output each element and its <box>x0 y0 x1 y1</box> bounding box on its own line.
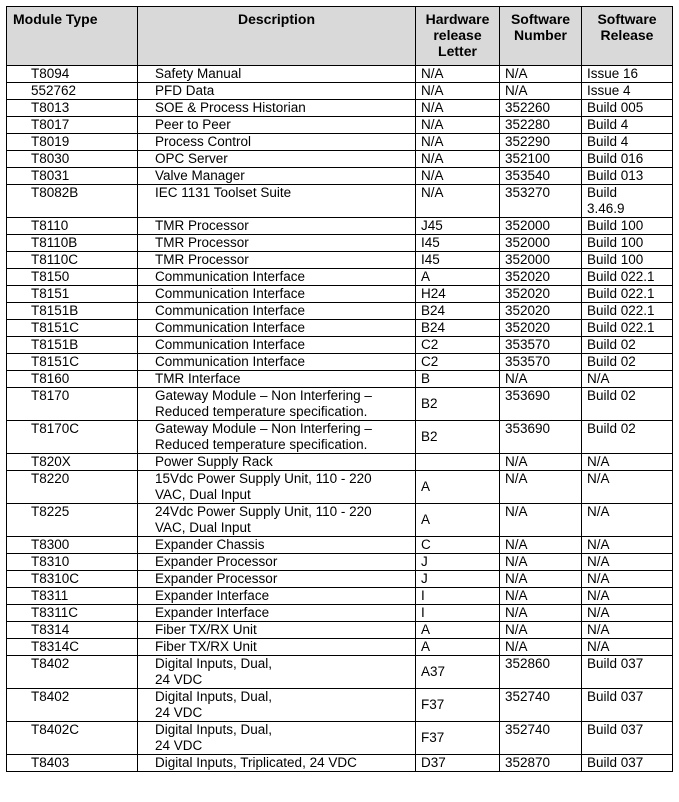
cell-software-number: N/A <box>500 571 582 588</box>
cell-software-number: 352020 <box>500 320 582 337</box>
cell-software-release: Build 02 <box>582 421 673 454</box>
table-row <box>7 471 673 504</box>
cell-description: Fiber TX/RX Unit <box>138 622 416 639</box>
cell-software-release: Build 037 <box>582 656 673 689</box>
cell-software-release: Build 02 <box>582 388 673 421</box>
cell-software-number: N/A <box>500 588 582 605</box>
cell-software-release: Build 013 <box>582 168 673 185</box>
cell-description: Expander Processor <box>138 554 416 571</box>
table-row <box>7 303 673 320</box>
cell-software-release: N/A <box>582 605 673 622</box>
cell-module-type: T8110C <box>7 252 138 269</box>
cell-software-number: 352860 <box>500 656 582 689</box>
cell-software-release: Build 037 <box>582 755 673 772</box>
cell-hardware-release: A <box>416 471 500 504</box>
cell-description: Peer to Peer <box>138 117 416 134</box>
cell-software-release: Build 022.1 <box>582 269 673 286</box>
cell-description: 24Vdc Power Supply Unit, 110 - 220 VAC, Dual Input <box>138 504 416 537</box>
cell-software-number: N/A <box>500 605 582 622</box>
cell-description: Fiber TX/RX Unit <box>138 639 416 656</box>
cell-description: Expander Chassis <box>138 537 416 554</box>
table-row <box>7 269 673 286</box>
cell-hardware-release: F37 <box>416 722 500 755</box>
cell-hardware-release: H24 <box>416 286 500 303</box>
table-row <box>7 286 673 303</box>
table-row <box>7 388 673 421</box>
cell-description: Expander Processor <box>138 571 416 588</box>
table-body <box>7 66 673 772</box>
cell-hardware-release: A <box>416 269 500 286</box>
cell-hardware-release: A <box>416 504 500 537</box>
table-row <box>7 454 673 471</box>
cell-software-release: Build 100 <box>582 218 673 235</box>
cell-software-number: N/A <box>500 554 582 571</box>
cell-software-release: Build 100 <box>582 235 673 252</box>
cell-module-type: T8094 <box>7 66 138 83</box>
cell-hardware-release: B <box>416 371 500 388</box>
cell-module-type: T8170 <box>7 388 138 421</box>
cell-module-type: T8170C <box>7 421 138 454</box>
cell-software-release: Build 02 <box>582 337 673 354</box>
table-row <box>7 218 673 235</box>
cell-software-number: 352000 <box>500 218 582 235</box>
cell-hardware-release: C <box>416 537 500 554</box>
cell-description: IEC 1131 Toolset Suite <box>138 185 416 218</box>
table-row <box>7 117 673 134</box>
table-row <box>7 235 673 252</box>
cell-description: TMR Processor <box>138 252 416 269</box>
table-row <box>7 605 673 622</box>
cell-software-release: N/A <box>582 537 673 554</box>
cell-module-type: T8013 <box>7 100 138 117</box>
cell-description: Digital Inputs, Dual, 24 VDC <box>138 689 416 722</box>
cell-description: TMR Interface <box>138 371 416 388</box>
cell-hardware-release: I <box>416 605 500 622</box>
cell-hardware-release: N/A <box>416 100 500 117</box>
cell-software-number: 352020 <box>500 286 582 303</box>
cell-description: OPC Server <box>138 151 416 168</box>
cell-software-number: N/A <box>500 537 582 554</box>
cell-description: Digital Inputs, Triplicated, 24 VDC <box>138 755 416 772</box>
cell-module-type: T8082B <box>7 185 138 218</box>
cell-hardware-release: A <box>416 639 500 656</box>
cell-module-type: T8300 <box>7 537 138 554</box>
cell-software-number: N/A <box>500 454 582 471</box>
table-row <box>7 755 673 772</box>
cell-description: Digital Inputs, Dual, 24 VDC <box>138 656 416 689</box>
cell-software-number: 353690 <box>500 388 582 421</box>
cell-software-release: Build 005 <box>582 100 673 117</box>
cell-module-type: T8151 <box>7 286 138 303</box>
cell-hardware-release: J <box>416 571 500 588</box>
cell-hardware-release: B2 <box>416 421 500 454</box>
header-hardware-release: Hardware release Letter <box>416 7 500 66</box>
cell-module-type: T8151B <box>7 303 138 320</box>
cell-software-number: 352000 <box>500 252 582 269</box>
cell-software-release: Issue 16 <box>582 66 673 83</box>
cell-module-type: T8314 <box>7 622 138 639</box>
cell-software-release: N/A <box>582 622 673 639</box>
table-row <box>7 421 673 454</box>
cell-module-type: T8402C <box>7 722 138 755</box>
cell-description: Expander Interface <box>138 588 416 605</box>
cell-software-number: 352020 <box>500 269 582 286</box>
cell-software-release: N/A <box>582 471 673 504</box>
cell-description: Communication Interface <box>138 354 416 371</box>
header-description: Description <box>138 7 416 66</box>
cell-hardware-release: N/A <box>416 134 500 151</box>
cell-module-type: T8017 <box>7 117 138 134</box>
cell-software-release: Build 4 <box>582 134 673 151</box>
cell-software-number: N/A <box>500 66 582 83</box>
cell-module-type: T8310C <box>7 571 138 588</box>
cell-software-number: 353270 <box>500 185 582 218</box>
cell-software-number: 353570 <box>500 337 582 354</box>
cell-hardware-release: C2 <box>416 337 500 354</box>
table-row <box>7 185 673 218</box>
cell-description: Communication Interface <box>138 286 416 303</box>
table-row <box>7 354 673 371</box>
cell-module-type: T8225 <box>7 504 138 537</box>
table-row <box>7 504 673 537</box>
cell-software-number: 352290 <box>500 134 582 151</box>
cell-software-number: 352740 <box>500 722 582 755</box>
cell-software-number: N/A <box>500 371 582 388</box>
cell-module-type: T8403 <box>7 755 138 772</box>
cell-software-number: 352100 <box>500 151 582 168</box>
cell-description: Communication Interface <box>138 303 416 320</box>
table-row <box>7 656 673 689</box>
table-row <box>7 554 673 571</box>
cell-hardware-release: N/A <box>416 151 500 168</box>
cell-software-release: N/A <box>582 571 673 588</box>
cell-hardware-release: N/A <box>416 117 500 134</box>
table-row <box>7 588 673 605</box>
cell-software-release: Build 016 <box>582 151 673 168</box>
cell-software-number: 352740 <box>500 689 582 722</box>
cell-hardware-release: N/A <box>416 66 500 83</box>
cell-module-type: T8110B <box>7 235 138 252</box>
table-row <box>7 100 673 117</box>
cell-hardware-release: I45 <box>416 235 500 252</box>
cell-software-number: 352000 <box>500 235 582 252</box>
cell-software-release: Build 037 <box>582 722 673 755</box>
cell-description: PFD Data <box>138 83 416 100</box>
cell-software-release: Build 02 <box>582 354 673 371</box>
table-row <box>7 622 673 639</box>
cell-hardware-release: A <box>416 622 500 639</box>
table-row <box>7 689 673 722</box>
cell-software-release: Build 4 <box>582 117 673 134</box>
cell-hardware-release: J <box>416 554 500 571</box>
cell-module-type: T8402 <box>7 656 138 689</box>
cell-module-type: T8151B <box>7 337 138 354</box>
cell-description: SOE & Process Historian <box>138 100 416 117</box>
header-row <box>7 7 673 66</box>
table-row <box>7 168 673 185</box>
cell-software-release: N/A <box>582 504 673 537</box>
cell-description: Process Control <box>138 134 416 151</box>
cell-hardware-release: I45 <box>416 252 500 269</box>
cell-module-type: T8311 <box>7 588 138 605</box>
cell-hardware-release: N/A <box>416 185 500 218</box>
cell-module-type: T8151C <box>7 354 138 371</box>
table-row <box>7 371 673 388</box>
cell-software-number: 353570 <box>500 354 582 371</box>
cell-description: Gateway Module – Non Interfering – Reduced temperature specification. <box>138 421 416 454</box>
cell-software-release: Build 100 <box>582 252 673 269</box>
cell-hardware-release: N/A <box>416 168 500 185</box>
cell-module-type: T8150 <box>7 269 138 286</box>
cell-hardware-release: F37 <box>416 689 500 722</box>
cell-software-release: Build 037 <box>582 689 673 722</box>
cell-description: Expander Interface <box>138 605 416 622</box>
table-header <box>7 7 673 66</box>
cell-module-type: T8160 <box>7 371 138 388</box>
cell-software-release: Build 022.1 <box>582 286 673 303</box>
cell-description: Communication Interface <box>138 269 416 286</box>
header-software-number: Software Number <box>500 7 582 66</box>
table-row <box>7 252 673 269</box>
cell-software-number: N/A <box>500 83 582 100</box>
cell-software-number: 353690 <box>500 421 582 454</box>
cell-software-number: N/A <box>500 622 582 639</box>
cell-description: Safety Manual <box>138 66 416 83</box>
cell-description: Valve Manager <box>138 168 416 185</box>
cell-software-release: N/A <box>582 588 673 605</box>
table-row <box>7 639 673 656</box>
cell-description: 15Vdc Power Supply Unit, 110 - 220 VAC, Dual Input <box>138 471 416 504</box>
cell-module-type: T8031 <box>7 168 138 185</box>
cell-description: Power Supply Rack <box>138 454 416 471</box>
cell-module-type: T820X <box>7 454 138 471</box>
cell-software-number: 353540 <box>500 168 582 185</box>
cell-description: TMR Processor <box>138 218 416 235</box>
cell-module-type: T8220 <box>7 471 138 504</box>
module-release-table <box>6 6 673 772</box>
cell-software-release: N/A <box>582 554 673 571</box>
cell-hardware-release: B24 <box>416 320 500 337</box>
table-row <box>7 571 673 588</box>
cell-module-type: T8030 <box>7 151 138 168</box>
cell-software-number: 352020 <box>500 303 582 320</box>
table-row <box>7 537 673 554</box>
cell-module-type: T8310 <box>7 554 138 571</box>
cell-module-type: 552762 <box>7 83 138 100</box>
cell-hardware-release <box>416 454 500 471</box>
cell-software-number: 352280 <box>500 117 582 134</box>
table-row <box>7 134 673 151</box>
cell-hardware-release: N/A <box>416 83 500 100</box>
table-row <box>7 151 673 168</box>
cell-software-number: 352260 <box>500 100 582 117</box>
cell-hardware-release: J45 <box>416 218 500 235</box>
cell-software-release: N/A <box>582 454 673 471</box>
cell-description: Gateway Module – Non Interfering – Reduced temperature specification. <box>138 388 416 421</box>
cell-module-type: T8311C <box>7 605 138 622</box>
cell-hardware-release: D37 <box>416 755 500 772</box>
cell-hardware-release: B24 <box>416 303 500 320</box>
cell-module-type: T8151C <box>7 320 138 337</box>
table-row <box>7 722 673 755</box>
table-row <box>7 83 673 100</box>
cell-hardware-release: A37 <box>416 656 500 689</box>
header-module-type: Module Type <box>7 7 138 66</box>
table-row <box>7 66 673 83</box>
cell-module-type: T8314C <box>7 639 138 656</box>
cell-hardware-release: C2 <box>416 354 500 371</box>
cell-software-release: Build 022.1 <box>582 320 673 337</box>
header-software-release: Software Release <box>582 7 673 66</box>
cell-software-number: 352870 <box>500 755 582 772</box>
cell-module-type: T8402 <box>7 689 138 722</box>
cell-description: TMR Processor <box>138 235 416 252</box>
cell-software-release: Build 3.46.9 <box>582 185 673 218</box>
cell-software-release: Build 022.1 <box>582 303 673 320</box>
cell-hardware-release: B2 <box>416 388 500 421</box>
cell-module-type: T8110 <box>7 218 138 235</box>
cell-software-release: Issue 4 <box>582 83 673 100</box>
cell-software-release: N/A <box>582 639 673 656</box>
cell-description: Communication Interface <box>138 320 416 337</box>
cell-description: Digital Inputs, Dual, 24 VDC <box>138 722 416 755</box>
cell-hardware-release: I <box>416 588 500 605</box>
table-row <box>7 337 673 354</box>
cell-software-number: N/A <box>500 471 582 504</box>
table-row <box>7 320 673 337</box>
cell-module-type: T8019 <box>7 134 138 151</box>
cell-description: Communication Interface <box>138 337 416 354</box>
cell-software-number: N/A <box>500 504 582 537</box>
cell-software-number: N/A <box>500 639 582 656</box>
cell-software-release: N/A <box>582 371 673 388</box>
